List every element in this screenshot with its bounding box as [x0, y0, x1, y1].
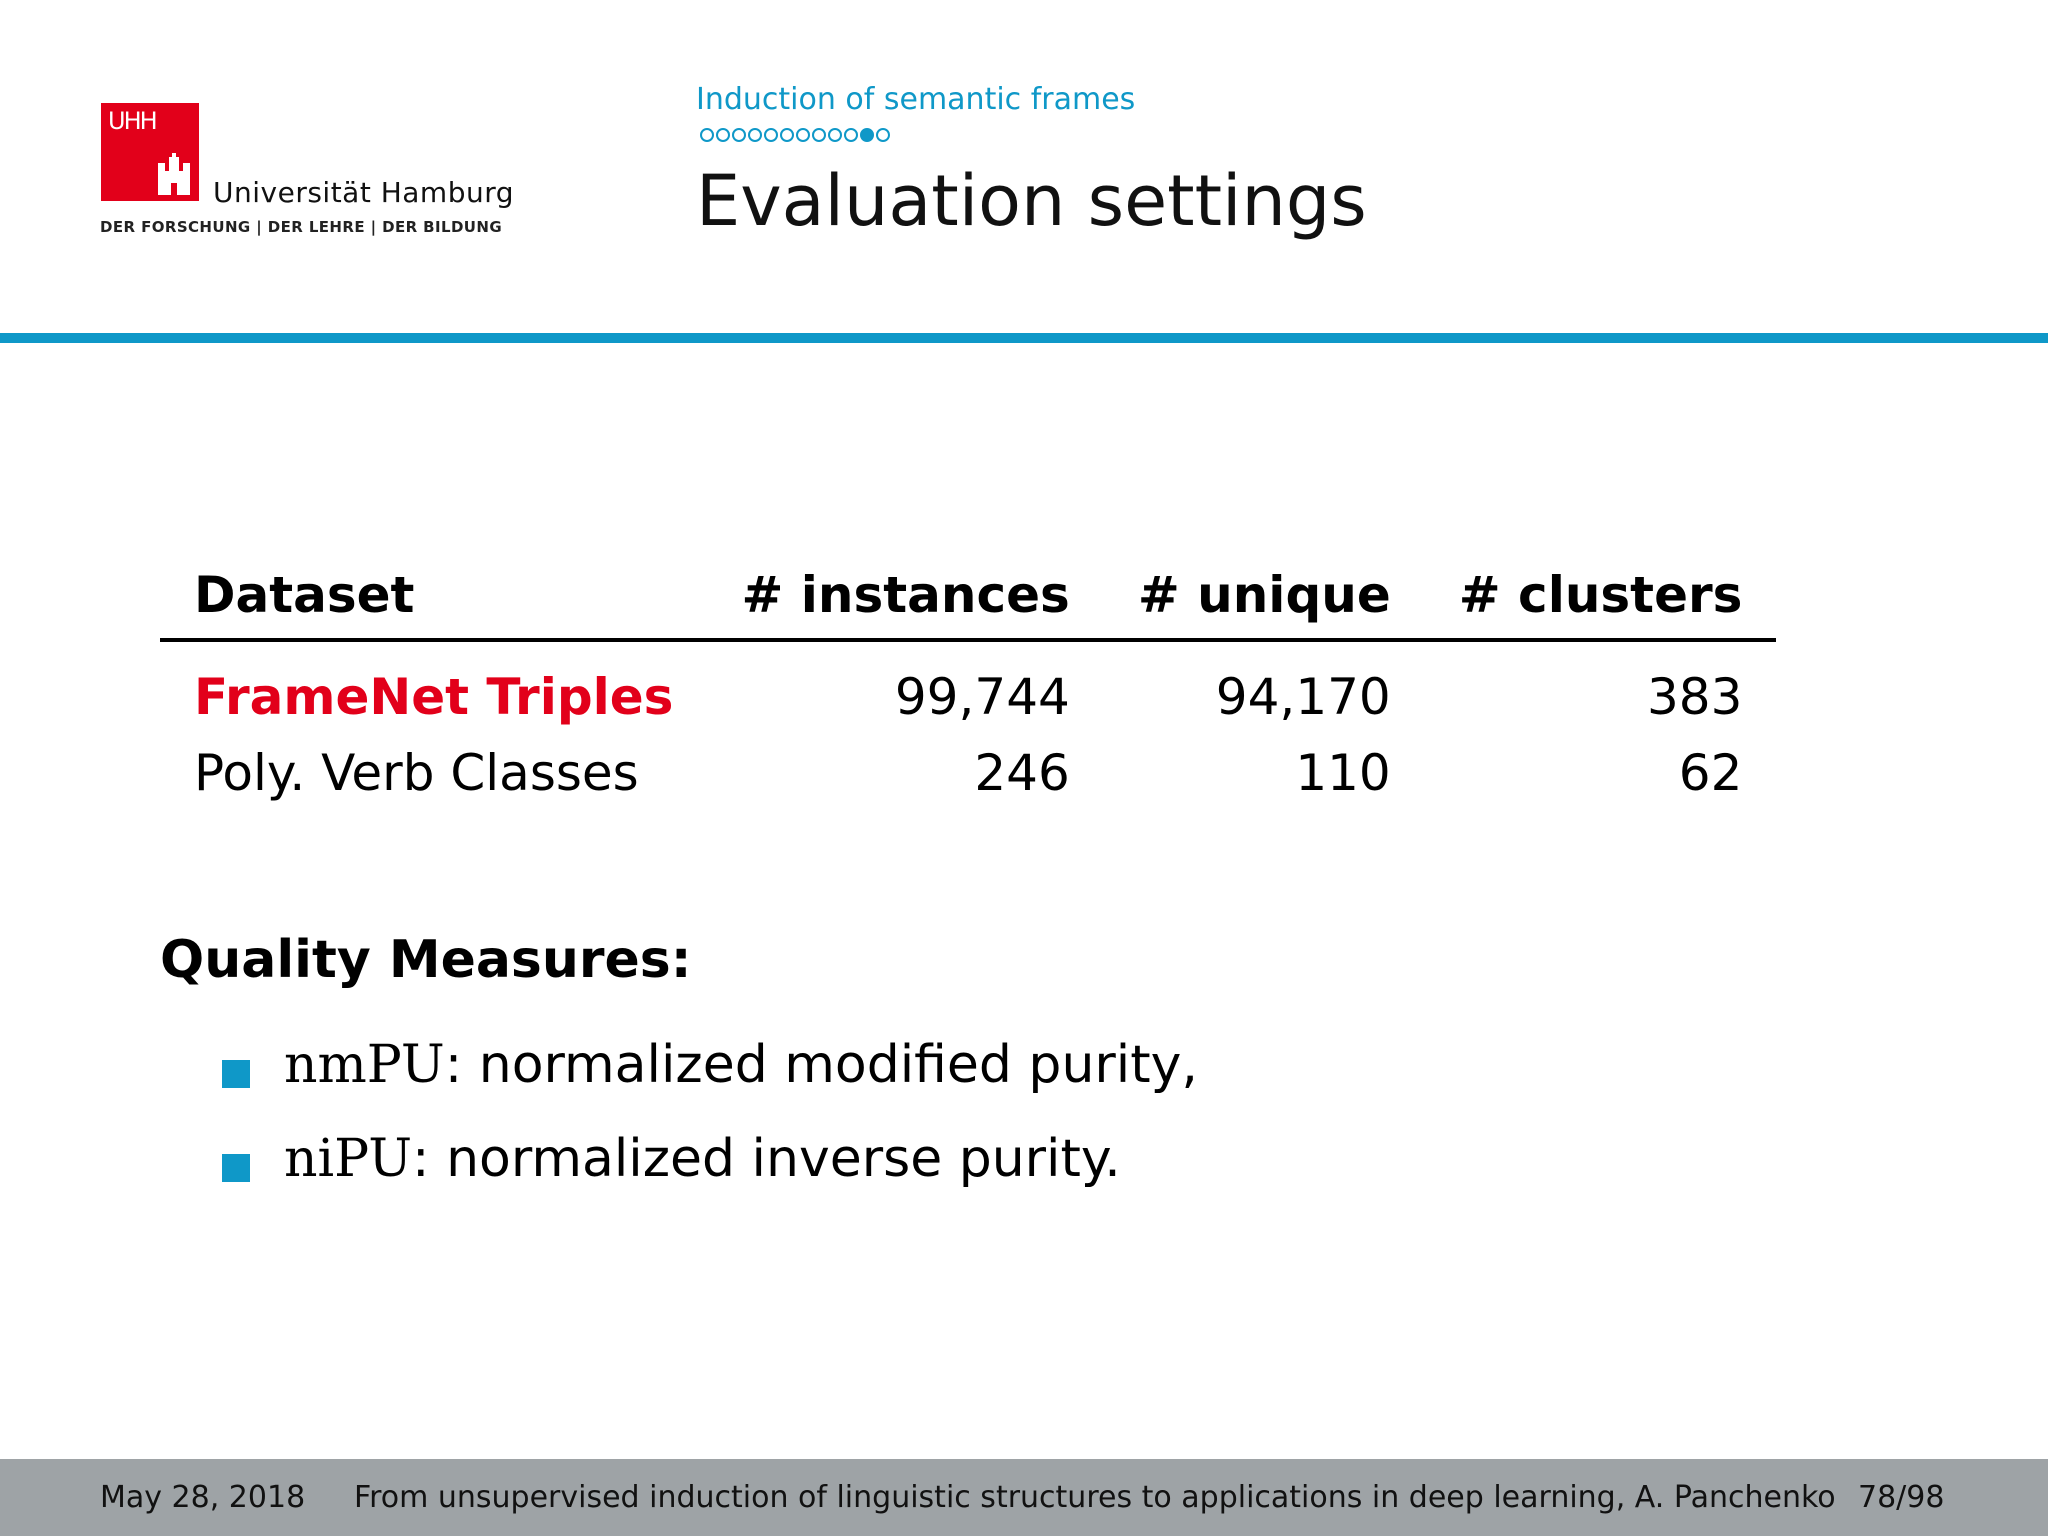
university-logo: [101, 103, 199, 201]
measure-description: : normalized modified purity,: [444, 1035, 1198, 1095]
university-name: Universität Hamburg: [213, 176, 515, 209]
square-bullet-icon: [222, 1154, 250, 1182]
progress-dot: [844, 128, 858, 142]
clusters-value: 62: [1678, 744, 1743, 802]
measure-symbol: niPU: [284, 1129, 413, 1189]
square-bullet-icon: [222, 1060, 250, 1088]
progress-dot: [828, 128, 842, 142]
clusters-value: 383: [1646, 668, 1743, 726]
quality-measures-list: [222, 1035, 1198, 1223]
logo-abbreviation: UHH: [108, 107, 156, 135]
progress-dot: [796, 128, 810, 142]
progress-dot: [716, 128, 730, 142]
progress-dot: [748, 128, 762, 142]
footer-date: May 28, 2018: [100, 1480, 306, 1515]
unique-value: 110: [1295, 744, 1391, 802]
list-item: [222, 1035, 1198, 1129]
progress-dot: [812, 128, 826, 142]
progress-dot: [860, 128, 874, 142]
list-item: [222, 1129, 1198, 1223]
measure-symbol: nmPU: [284, 1035, 445, 1095]
header-divider: [0, 333, 2048, 343]
dataset-name: Poly. Verb Classes: [194, 744, 639, 802]
section-name: Induction of semantic frames: [696, 82, 1136, 117]
table-row: [160, 730, 1776, 806]
footer-page-number: 78/98: [1858, 1480, 1945, 1515]
slide-title: Evaluation settings: [696, 160, 1367, 242]
progress-dot: [876, 128, 890, 142]
table-row: [160, 640, 1776, 730]
instances-value: 246: [974, 744, 1070, 802]
unique-value: 94,170: [1215, 668, 1391, 726]
instances-value: 99,744: [894, 668, 1070, 726]
column-header-clusters: # clusters: [1425, 550, 1777, 640]
dataset-table: [160, 550, 1776, 806]
quality-measures-heading: Quality Measures:: [160, 930, 692, 990]
university-tagline: DER FORSCHUNG | DER LEHRE | DER BILDUNG: [100, 218, 503, 236]
column-header-unique: # unique: [1104, 550, 1425, 640]
measure-description: : normalized inverse purity.: [412, 1129, 1121, 1189]
slide-progress-dots: [700, 128, 892, 148]
column-header-dataset: Dataset: [160, 550, 707, 640]
column-header-instances: # instances: [707, 550, 1103, 640]
progress-dot: [700, 128, 714, 142]
progress-dot: [764, 128, 778, 142]
footer-talk-title: From unsupervised induction of linguistic structures to applications in deep learning, A. Panchenko: [354, 1480, 1836, 1515]
dataset-name: FrameNet Triples: [194, 668, 674, 726]
table-header-row: [160, 550, 1776, 640]
castle-icon: [155, 153, 193, 195]
progress-dot: [780, 128, 794, 142]
progress-dot: [732, 128, 746, 142]
slide-footer: [0, 1459, 2048, 1536]
